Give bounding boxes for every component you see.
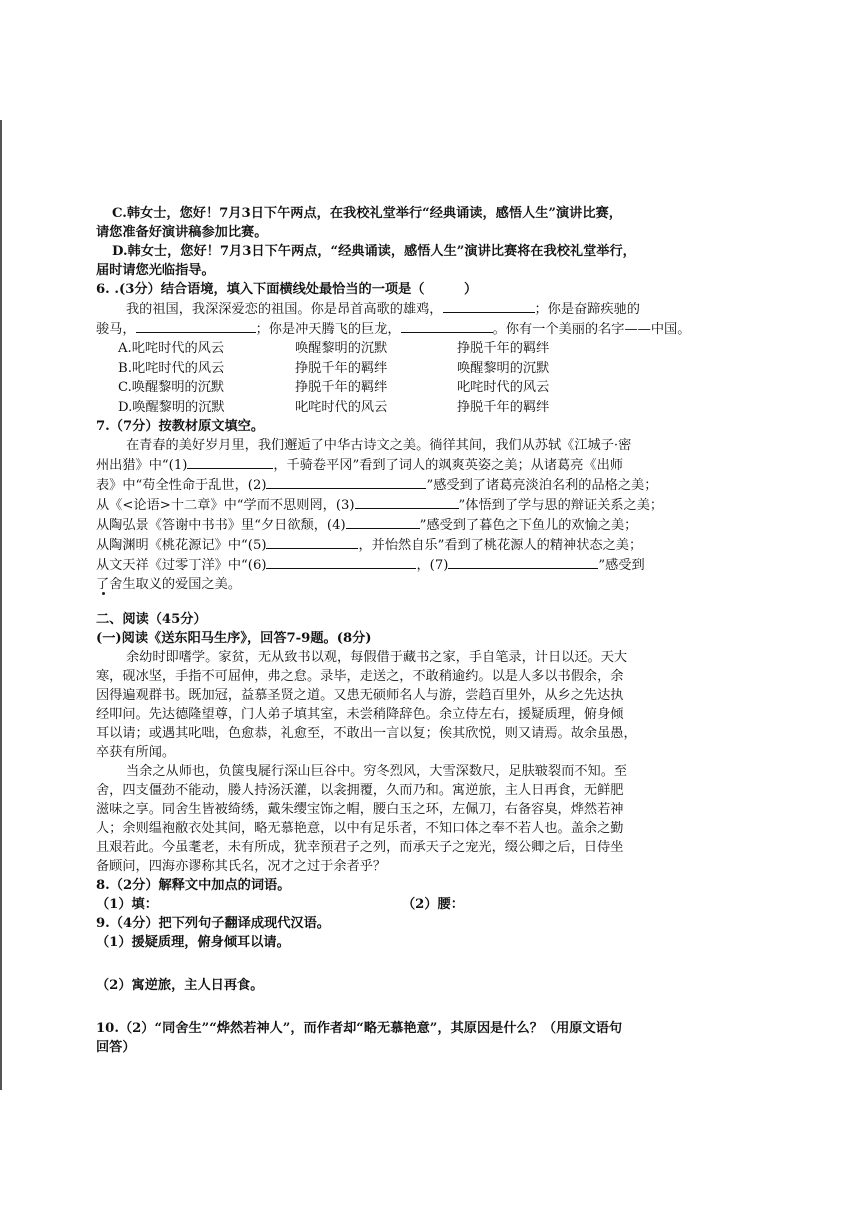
passage-line: 卒获有所闻。 [96, 745, 176, 760]
q6-stem-line1 [96, 299, 772, 319]
q5-option-c-line1: C.韩女士，您好！7月3日下午两点，在我校礼堂举行“经典诵读，感悟人生”演讲比赛， [112, 206, 622, 221]
option-part: 唤醒黎明的沉默 [457, 360, 550, 376]
option-part: 挣脱千年的羁绊 [295, 360, 388, 376]
passage-line: 因得遍观群书。既加冠，益慕圣贤之道。又患无硕师名人与游，尝趋百里外，从乡之先达执 [96, 688, 624, 703]
q7-blank-2[interactable] [266, 475, 426, 489]
q7-text: ，千骑卷平冈”看到了词人的飒爽英姿之美；从诸葛亮《出师 [273, 458, 623, 473]
q6-stem-text: ；你是奋蹄疾驰的 [534, 302, 640, 317]
q7-text: ”感受到 [598, 558, 645, 573]
passage-line: 备顾问，四海亦谬称其氏名，况才之过于余者乎？ [96, 859, 387, 874]
q7-line7 [96, 555, 772, 575]
option-part: 挣脱千年的羁绊 [457, 341, 550, 356]
q7-blank-7[interactable] [448, 555, 598, 569]
q10-line1: 10.（2）“同舍生”“烨然若神人”，而作者却“略无慕艳意”，其原因是什么？（用原文语句 [96, 1021, 623, 1036]
q8-item-2: （2）腰： [402, 897, 464, 912]
option-part: 挣脱千年的羁绊 [295, 380, 388, 395]
q9-title: 9.（4分）把下列句子翻译成现代汉语。 [96, 916, 330, 931]
q8-items [96, 895, 772, 914]
option-part: 叱咤时代的风云 [457, 380, 550, 395]
q5-option-d-line2: 届时请您光临指导。 [96, 263, 215, 278]
q7-text: 从文天祥《过零丁洋》中“(6) [96, 558, 267, 573]
q6-stem-text: 。你有一个美丽的名字——中国。 [492, 322, 691, 337]
passage-line: 舍，四支僵劲不能动，媵人持汤沃灌，以衾拥覆，久而乃和。寓逆旅，主人日再食，无鲜肥 [96, 783, 624, 798]
q7-text: ”感受到了暮色之下鱼儿的欢愉之美； [419, 518, 638, 533]
q7-text: ，并怡然自乐”看到了桃花源人的精神状态之美； [358, 538, 643, 553]
q9-item-1: （1）援疑质理，俯身倾耳以请。 [96, 935, 290, 950]
exam-page [96, 204, 772, 1057]
passage-line: 滋味之享。同舍生皆被绮绣，戴朱缨宝饰之帽，腰白玉之环，左佩刀，右备容臭，烨然若神 [96, 802, 624, 817]
option-part: D.唤醒黎明的沉默 [118, 399, 225, 415]
q7-text: 从陶弘景《答谢中书书》里“夕日欲颓，(4) [96, 518, 346, 533]
q7-line5 [96, 515, 772, 535]
passage-line: 且艰若此。今虽耄老，未有所成，犹幸预君子之列，而承天子之宠光，缀公卿之后，日侍坐 [96, 840, 624, 855]
q7-line4 [96, 495, 772, 515]
q6-stem-line2 [96, 319, 772, 339]
q7-text: 从《<论语>十二章》中“学而不思则罔，(3) [96, 498, 355, 513]
option-part: C.唤醒黎明的沉默 [118, 380, 225, 395]
q6-stem-text: ；你是冲天腾飞的巨龙， [255, 322, 401, 337]
passage-line: 寒，砚冰坚，手指不可屈伸，弗之怠。录毕，走送之，不敢稍逾约。以是人多以书假余，余 [96, 669, 624, 684]
q6-title: 6. .(3分）结合语境，填入下面横线处最恰当的一项是（ ） [96, 282, 478, 297]
option-part: 叱咤时代的风云 [295, 399, 388, 415]
q9-item-2: （2）寓逆旅，主人日再食。 [96, 978, 264, 993]
q7-blank-6[interactable] [266, 555, 416, 569]
q7-title: 7.（7分）按教材原文填空。 [96, 419, 265, 434]
q7-blank-4[interactable] [346, 515, 420, 529]
q6-blank-3[interactable] [401, 319, 493, 333]
q7-blank-1[interactable] [187, 455, 273, 469]
q7-line3 [96, 475, 772, 495]
option-part: 唤醒黎明的沉默 [295, 341, 388, 356]
q7-text: 从陶渊明《桃花源记》中“(5) [96, 538, 267, 553]
q6-blank-2[interactable] [136, 319, 256, 333]
passage-line: 耳以请；或遇其叱咄，色愈恭，礼愈至，不敢出一言以复；俟其欣悦，则又请焉。故余虽愚， [96, 726, 637, 741]
q6-blank-1[interactable] [443, 299, 535, 313]
q7-text: ”体悟到了学与思的辩证关系之美； [458, 498, 664, 513]
q6-option-c[interactable] [96, 378, 772, 398]
option-part: A.叱咤时代的风云 [118, 341, 225, 356]
q7-text: 州出猎》中“(1) [96, 458, 188, 473]
q7-line1: 在青春的美好岁月里，我们邂逅了中华古诗文之美。徜徉其间，我们从苏轼《江城子·密 [126, 438, 632, 453]
q7-text: 表》中“苟全性命于乱世，(2) [96, 478, 267, 493]
reading-passage [96, 648, 772, 876]
q5-option-d-line1: D.韩女士，您好！7月3日下午两点，“经典诵读，感悟人生”演讲比赛将在我校礼堂举行， [112, 244, 636, 259]
q7-blank-3[interactable] [355, 495, 459, 509]
passage-line: 当余之从师也，负箧曳屣行深山巨谷中。穷冬烈风，大雪深数尺，足肤皲裂而不知。至 [126, 764, 628, 779]
section-title: 二、阅读（45分） [96, 612, 207, 627]
section-subtitle: (一)阅读《送东阳马生序》，回答7-9题。(8分) [96, 631, 372, 646]
q7-line2 [96, 455, 772, 475]
option-part: 挣脱千年的羁绊 [457, 399, 550, 415]
q6-option-d[interactable] [96, 398, 772, 418]
q6-option-a[interactable] [96, 339, 772, 359]
q6-option-b[interactable] [96, 359, 772, 379]
q7-line6 [96, 535, 772, 555]
passage-line: 经叩问。先达德隆望尊，门人弟子填其室，未尝稍降辞色。余立侍左右，援疑质理，俯身倾 [96, 707, 624, 722]
q7-text: ”感受到了诸葛亮淡泊名利的品格之美； [426, 478, 658, 493]
q5-option-c-line2: 请您准备好演讲稿参加比赛。 [96, 225, 268, 240]
q10-line2: 回答） [96, 1040, 136, 1055]
q8-item-1: （1）填： [96, 897, 158, 912]
passage-line: 余幼时即嗜学。家贫，无从致书以观，每假借于藏书之家，手自笔录，计日以还。天大 [126, 650, 628, 665]
q8-title: 8.（2分）解释文中加点的词语。 [96, 878, 291, 893]
q6-stem-text: 我的祖国，我深深爱恋的祖国。你是昂首高歌的雄鸡， [126, 302, 443, 317]
q6-stem-text: 骏马， [96, 322, 136, 337]
passage-line: 人；余则缊袍敝衣处其间，略无慕艳意，以中有足乐者，不知口体之奉不若人也。盖余之勤 [96, 821, 624, 836]
scan-edge-shadow [0, 120, 2, 1090]
q7-text: ，(7) [416, 558, 449, 573]
option-part: B.叱咤时代的风云 [118, 360, 225, 376]
q7-line8: 了舍生取义的爱国之美。 [96, 577, 242, 592]
q7-blank-5[interactable] [266, 535, 358, 549]
